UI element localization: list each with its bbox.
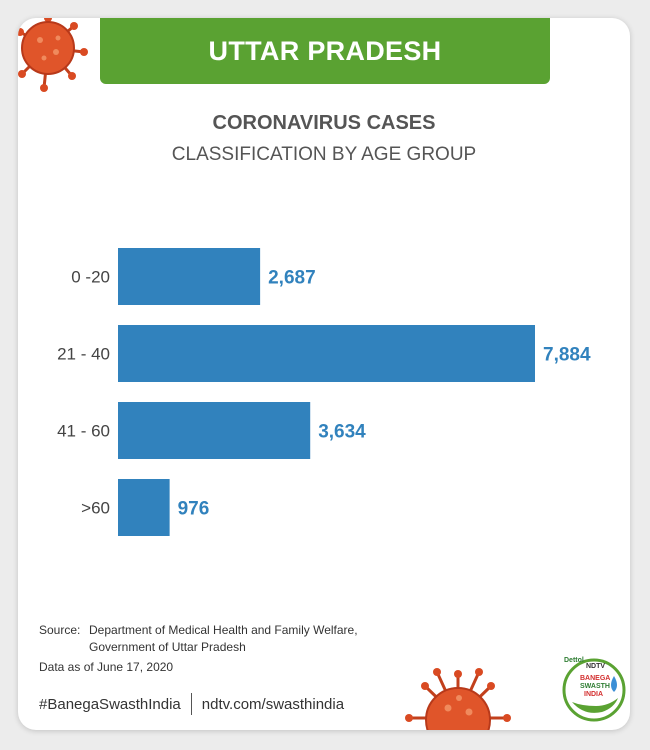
- source-line-1: Department of Medical Health and Family Welfare,: [89, 623, 358, 637]
- value-label: 7,884: [543, 344, 591, 366]
- banega-swasth-india-logo: [558, 652, 628, 722]
- footer: [39, 692, 344, 716]
- logo-brand-2: NDTV: [586, 663, 606, 670]
- logo-line-3: INDIA: [584, 691, 604, 698]
- category-label: 0 -20: [71, 267, 110, 287]
- source-label: Source:: [39, 623, 81, 637]
- value-label: 2,687: [268, 267, 316, 289]
- bar-chart: [18, 18, 630, 618]
- value-label: 976: [177, 498, 210, 520]
- category-label: 21 - 40: [57, 344, 110, 364]
- logo-brand-1: Dettol: [564, 657, 584, 664]
- value-label: 3,634: [318, 421, 366, 443]
- bar: [118, 402, 310, 459]
- data-as-of: Data as of June 17, 2020: [39, 660, 174, 674]
- bar: [118, 479, 170, 536]
- virus-icon: [403, 668, 513, 730]
- hashtag: #BanegaSwasthIndia: [39, 695, 181, 713]
- bar: [118, 325, 535, 382]
- state-name: UTTAR PRADESH: [208, 35, 442, 66]
- source-note: [39, 622, 479, 656]
- source-line-2: Government of Uttar Pradesh: [89, 640, 246, 654]
- category-label: >60: [81, 498, 110, 518]
- website-link[interactable]: ndtv.com/swasthindia: [201, 695, 345, 713]
- category-label: 41 - 60: [57, 421, 110, 441]
- chart-title: CORONAVIRUS CASES: [212, 112, 436, 134]
- logo-line-2: SWASTH: [580, 683, 610, 690]
- infographic-card: [18, 18, 630, 730]
- bar: [118, 248, 260, 305]
- footer-divider: [191, 693, 192, 715]
- chart-subtitle: CLASSIFICATION BY AGE GROUP: [171, 144, 477, 165]
- logo-line-1: BANEGA: [580, 675, 611, 682]
